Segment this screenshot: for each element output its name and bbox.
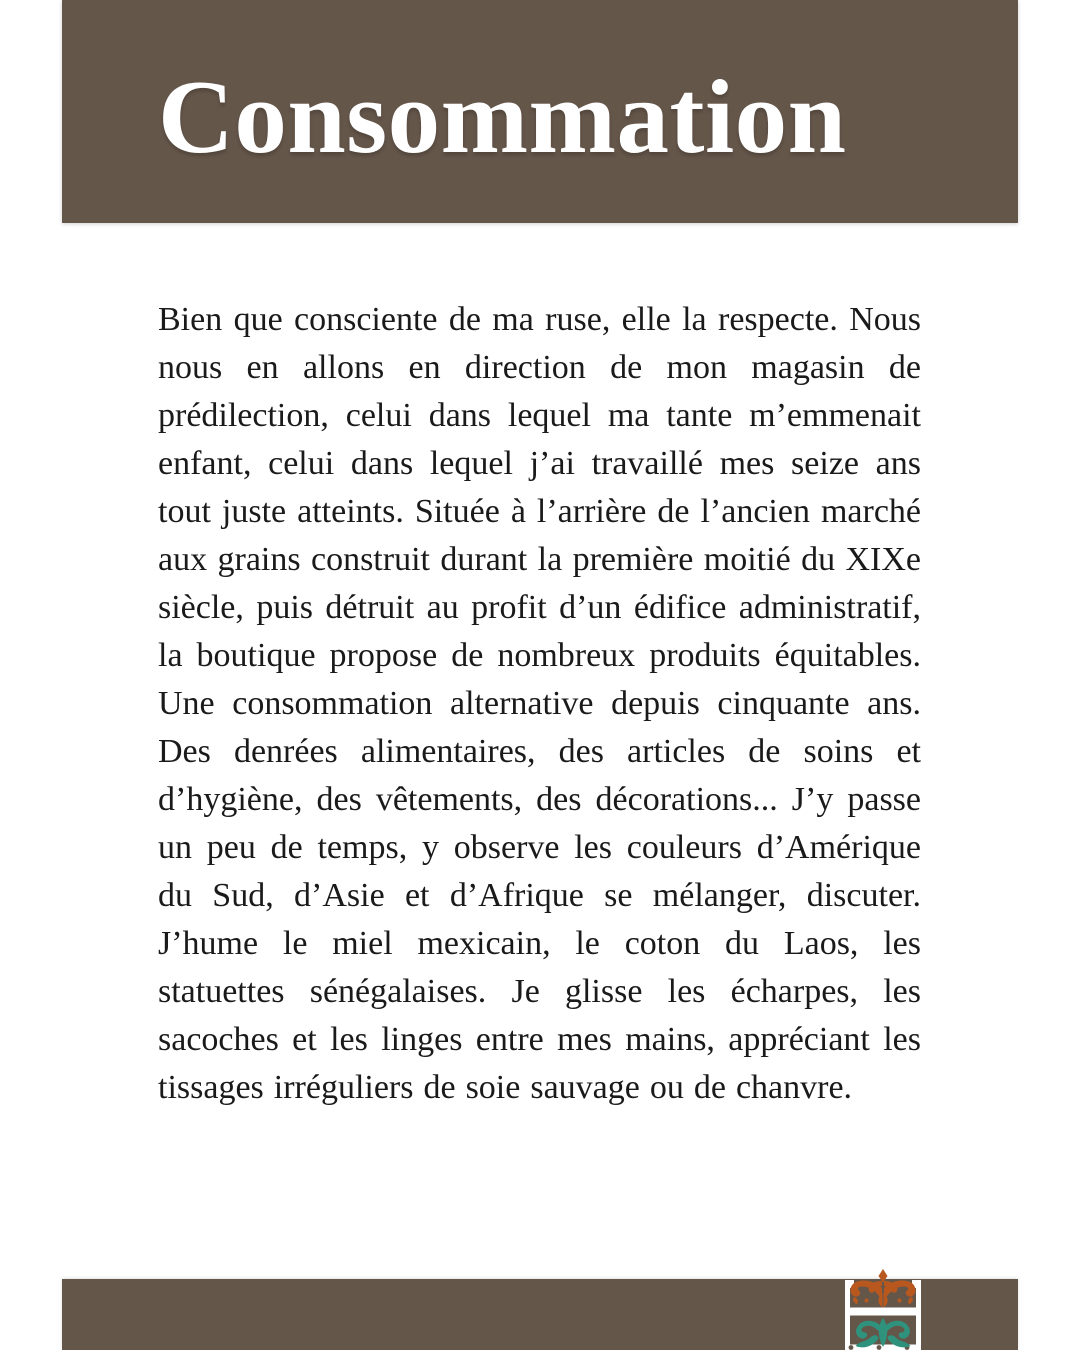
fleuron-ornament-icon [844,1268,922,1350]
palmette-bottom-motif [856,1318,911,1347]
body-paragraph: Bien que consciente de ma ruse, elle la respecte. Nous nous en allons en direction de mon magasin de prédilection, celui dans lequel ma tante m’emmenait enfant, celui dans lequel j’ai travaillé mes seize ans tout juste atteints. Située à l’arrière de l’ancien marché aux grains construit durant la première moitié du XIXe siècle, puis détruit au profit d’un édifice administratif, la boutique propose de nombreux produits équitables. Une consommation alternative depuis cinquante ans. Des denrées alimentaires, des articles de soins et d’hygiène, des vêtements, des décorations... J’y passe un peu de temps, y observe les couleurs d’Amérique du Sud, d’Asie et d’Afrique se mélanger, discuter. J’hume le miel mexicain, le coton du Laos, les statuettes sénégalaises. Je glisse les écharpes, les sacoches et les linges entre mes mains, appréciant les tissages irréguliers de soie sauvage ou de chanvre. [158,301,921,1106]
page-title: Consommation [158,58,847,175]
header-band [62,0,1018,223]
damask-top-motif [851,1269,916,1308]
